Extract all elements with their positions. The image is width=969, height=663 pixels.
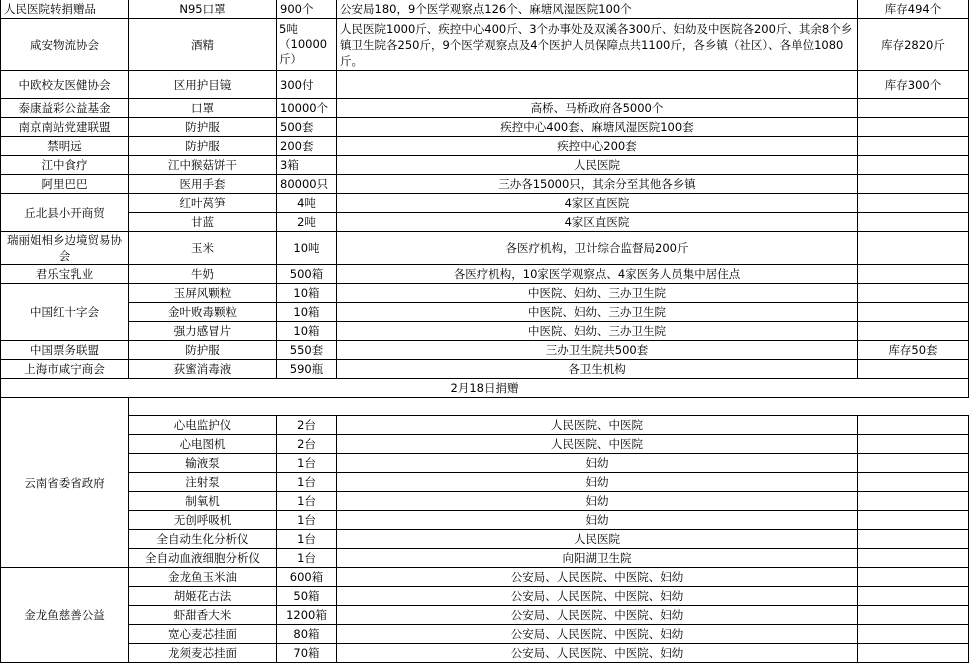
dest-cell: 公安局、人民医院、中医院、妇幼	[337, 644, 858, 663]
note-cell	[858, 625, 969, 644]
qty-cell: 2台	[277, 416, 337, 435]
qty-cell: 5吨（10000斤）	[277, 19, 337, 71]
dest-cell: 三办各15000只，其余分至其他各乡镇	[337, 175, 858, 194]
donor-cell: 丘北县小开商贸	[1, 194, 129, 232]
note-cell	[858, 137, 969, 156]
table-row	[1, 303, 969, 322]
note-cell	[858, 118, 969, 137]
qty-cell: 500箱	[277, 265, 337, 284]
qty-cell: 50箱	[277, 587, 337, 606]
table-row	[1, 213, 969, 232]
qty-cell: 4吨	[277, 194, 337, 213]
donor-cell: 中欧校友医健协会	[1, 71, 129, 99]
blank-cell	[129, 398, 969, 416]
note-cell	[858, 530, 969, 549]
dest-cell: 公安局180，9个医学观察点126个、麻塘风湿医院100个	[337, 0, 858, 19]
item-cell: 龙须麦芯挂面	[129, 644, 277, 663]
table-row	[1, 284, 969, 303]
table-row	[1, 341, 969, 360]
dest-cell: 妇幼	[337, 473, 858, 492]
note-cell	[858, 213, 969, 232]
item-cell: 酒精	[129, 19, 277, 71]
table-row	[1, 644, 969, 663]
dest-cell: 三办卫生院共500套	[337, 341, 858, 360]
dest-cell: 疾控中心200套	[337, 137, 858, 156]
table-row	[1, 511, 969, 530]
item-cell: 玉米	[129, 232, 277, 265]
donor-cell: 阿里巴巴	[1, 175, 129, 194]
qty-cell: 1台	[277, 549, 337, 568]
note-cell	[858, 232, 969, 265]
table-row	[1, 398, 969, 416]
qty-cell: 600箱	[277, 568, 337, 587]
note-cell	[858, 156, 969, 175]
table-row	[1, 99, 969, 118]
qty-cell: 590瓶	[277, 360, 337, 379]
qty-cell: 2台	[277, 435, 337, 454]
note-cell	[858, 284, 969, 303]
table-row	[1, 232, 969, 265]
dest-cell: 各医疗机构，卫计综合监督局200斤	[337, 232, 858, 265]
qty-cell: 1200箱	[277, 606, 337, 625]
note-cell: 库存50套	[858, 341, 969, 360]
note-cell	[858, 322, 969, 341]
item-cell: 心电监护仪	[129, 416, 277, 435]
table-row	[1, 549, 969, 568]
qty-cell: 2吨	[277, 213, 337, 232]
item-cell: 强力感冒片	[129, 322, 277, 341]
item-cell: 无创呼吸机	[129, 511, 277, 530]
note-cell	[858, 549, 969, 568]
item-cell: 防护服	[129, 341, 277, 360]
table-row	[1, 156, 969, 175]
item-cell: 宽心麦芯挂面	[129, 625, 277, 644]
qty-cell: 1台	[277, 511, 337, 530]
dest-cell: 疾控中心400套、麻塘风湿医院100套	[337, 118, 858, 137]
qty-cell: 10箱	[277, 284, 337, 303]
donor-cell: 南京南站党建联盟	[1, 118, 129, 137]
dest-cell: 人民医院、中医院	[337, 435, 858, 454]
donor-cell: 君乐宝乳业	[1, 265, 129, 284]
note-cell	[858, 194, 969, 213]
table-row	[1, 530, 969, 549]
note-cell: 库存300个	[858, 71, 969, 99]
dest-cell: 中医院、妇幼、三办卫生院	[337, 322, 858, 341]
item-cell: 金叶败毒颗粒	[129, 303, 277, 322]
note-cell	[858, 644, 969, 663]
table-row	[1, 265, 969, 284]
table-row	[1, 568, 969, 587]
dest-cell: 人民医院	[337, 156, 858, 175]
note-cell	[858, 568, 969, 587]
qty-cell: 550套	[277, 341, 337, 360]
qty-cell: 10箱	[277, 322, 337, 341]
item-cell: 红叶莴笋	[129, 194, 277, 213]
qty-cell: 300付	[277, 71, 337, 99]
item-cell: 全自动生化分析仪	[129, 530, 277, 549]
qty-cell: 10吨	[277, 232, 337, 265]
item-cell: 玉屏风颗粒	[129, 284, 277, 303]
table-row	[1, 322, 969, 341]
donor-cell: 云南省委省政府	[1, 398, 129, 568]
dest-cell: 向阳湖卫生院	[337, 549, 858, 568]
qty-cell: 500套	[277, 118, 337, 137]
dest-cell	[337, 71, 858, 99]
item-cell: 金龙鱼玉米油	[129, 568, 277, 587]
donor-cell: 瑞丽姐相乡边境贸易协会	[1, 232, 129, 265]
dest-cell: 中医院、妇幼、三办卫生院	[337, 303, 858, 322]
qty-cell: 70箱	[277, 644, 337, 663]
table-row	[1, 175, 969, 194]
note-cell	[858, 360, 969, 379]
dest-cell: 妇幼	[337, 454, 858, 473]
donor-cell: 江中食疗	[1, 156, 129, 175]
item-cell: 区用护目镜	[129, 71, 277, 99]
donor-cell: 中国票务联盟	[1, 341, 129, 360]
table-row	[1, 492, 969, 511]
qty-cell: 3箱	[277, 156, 337, 175]
item-cell: N95口罩	[129, 0, 277, 19]
dest-cell: 公安局、人民医院、中医院、妇幼	[337, 625, 858, 644]
note-cell	[858, 265, 969, 284]
note-cell: 库存494个	[858, 0, 969, 19]
note-cell	[858, 473, 969, 492]
item-cell: 虾甜香大米	[129, 606, 277, 625]
qty-cell: 1台	[277, 473, 337, 492]
dest-cell: 4家区直医院	[337, 194, 858, 213]
note-cell	[858, 454, 969, 473]
table-row	[1, 137, 969, 156]
note-cell	[858, 99, 969, 118]
dest-cell: 公安局、人民医院、中医院、妇幼	[337, 568, 858, 587]
table-row	[1, 606, 969, 625]
item-cell: 注射泵	[129, 473, 277, 492]
dest-cell: 妇幼	[337, 511, 858, 530]
dest-cell: 妇幼	[337, 492, 858, 511]
qty-cell: 80000只	[277, 175, 337, 194]
donor-cell: 禁明远	[1, 137, 129, 156]
note-cell	[858, 435, 969, 454]
qty-cell: 1台	[277, 454, 337, 473]
dest-cell: 公安局、人民医院、中医院、妇幼	[337, 587, 858, 606]
item-cell: 甘蓝	[129, 213, 277, 232]
donor-cell: 泰康益彩公益基金	[1, 99, 129, 118]
dest-cell: 各卫生机构	[337, 360, 858, 379]
note-cell	[858, 492, 969, 511]
dest-cell: 4家区直医院	[337, 213, 858, 232]
note-cell	[858, 511, 969, 530]
note-cell	[858, 175, 969, 194]
table-row	[1, 587, 969, 606]
donor-cell: 咸安物流协会	[1, 19, 129, 71]
table-row	[1, 118, 969, 137]
qty-cell: 200套	[277, 137, 337, 156]
note-cell	[858, 303, 969, 322]
table-row	[1, 454, 969, 473]
dest-cell: 公安局、人民医院、中医院、妇幼	[337, 606, 858, 625]
note-cell	[858, 606, 969, 625]
donor-cell: 金龙鱼慈善公益	[1, 568, 129, 663]
item-cell: 全自动血液细胞分析仪	[129, 549, 277, 568]
qty-cell: 80箱	[277, 625, 337, 644]
qty-cell: 10箱	[277, 303, 337, 322]
donor-cell: 人民医院转捐赠品	[1, 0, 129, 19]
note-cell	[858, 416, 969, 435]
item-cell: 防护服	[129, 137, 277, 156]
note-cell: 库存2820斤	[858, 19, 969, 71]
item-cell: 输液泵	[129, 454, 277, 473]
dest-cell: 人民医院1000斤、疾控中心400斤、3个办事处及双溪各300斤、妇幼及中医院各200斤、其余8个乡镇卫生院各250斤，9个医学观察点及4个医护人员保障点共1100斤，各乡镇（社区）、各单位1080斤。	[337, 19, 858, 71]
dest-cell: 中医院、妇幼、三办卫生院	[337, 284, 858, 303]
note-cell	[858, 587, 969, 606]
item-cell: 医用手套	[129, 175, 277, 194]
item-cell: 心电图机	[129, 435, 277, 454]
table-row	[1, 194, 969, 213]
table-row	[1, 473, 969, 492]
table-row	[1, 19, 969, 71]
qty-cell: 1台	[277, 530, 337, 549]
dest-cell: 各医疗机构，10家医学观察点、4家医务人员集中居住点	[337, 265, 858, 284]
dest-cell: 高桥、马桥政府各5000个	[337, 99, 858, 118]
item-cell: 胡姬花古法	[129, 587, 277, 606]
qty-cell: 1台	[277, 492, 337, 511]
item-cell: 制氧机	[129, 492, 277, 511]
dest-cell: 人民医院	[337, 530, 858, 549]
donor-cell: 上海市咸宁商会	[1, 360, 129, 379]
qty-cell: 900个	[277, 0, 337, 19]
item-cell: 荻蜜消毒液	[129, 360, 277, 379]
item-cell: 防护服	[129, 118, 277, 137]
table-row	[1, 625, 969, 644]
section-header-row	[1, 379, 969, 398]
dest-cell: 人民医院、中医院	[337, 416, 858, 435]
item-cell: 口罩	[129, 99, 277, 118]
donor-cell: 中国红十字会	[1, 284, 129, 341]
qty-cell: 10000个	[277, 99, 337, 118]
item-cell: 牛奶	[129, 265, 277, 284]
item-cell: 江中猴菇饼干	[129, 156, 277, 175]
table-row	[1, 71, 969, 99]
table-row	[1, 416, 969, 435]
table-row	[1, 360, 969, 379]
section-header: 2月18日捐赠	[1, 379, 969, 398]
table-row	[1, 0, 969, 19]
table-row	[1, 435, 969, 454]
